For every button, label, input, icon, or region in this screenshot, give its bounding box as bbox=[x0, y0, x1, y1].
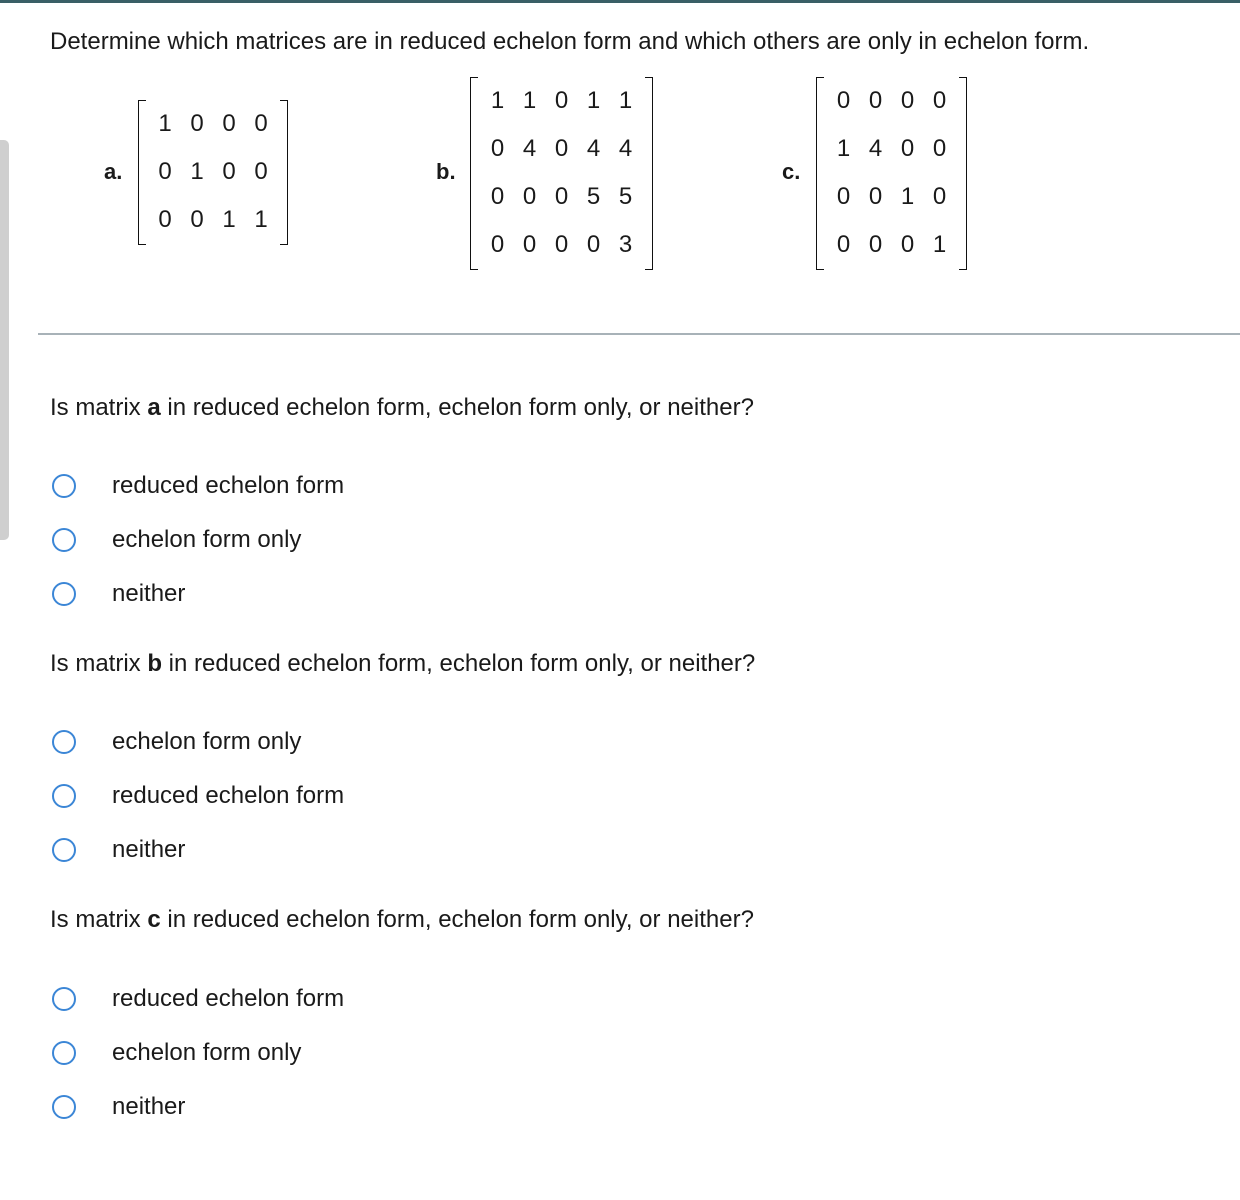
matrix-cell: 3 bbox=[618, 231, 633, 258]
radio-button[interactable] bbox=[52, 784, 76, 808]
scrollbar-thumb[interactable] bbox=[0, 140, 9, 540]
matrix-cell: 0 bbox=[900, 231, 915, 258]
question-c-option-2[interactable] bbox=[52, 1038, 301, 1068]
radio-button[interactable] bbox=[52, 582, 76, 606]
matrix-cell: 0 bbox=[254, 110, 268, 137]
matrix-cell: 4 bbox=[868, 135, 883, 162]
matrix-row bbox=[138, 196, 288, 244]
question-b-option-2[interactable] bbox=[52, 781, 344, 811]
matrix-cell: 0 bbox=[554, 183, 569, 210]
question-suffix: in reduced echelon form, echelon form only, or neither? bbox=[162, 650, 756, 677]
matrix-row bbox=[816, 77, 967, 125]
radio-button[interactable] bbox=[52, 838, 76, 862]
matrix-cell: 1 bbox=[618, 87, 633, 114]
matrix-cell: 0 bbox=[490, 135, 505, 162]
matrix-cell: 0 bbox=[554, 231, 569, 258]
question-prefix: Is matrix bbox=[50, 394, 148, 421]
matrix-row bbox=[138, 100, 288, 148]
matrix-cell: 0 bbox=[900, 135, 915, 162]
matrix-cell: 1 bbox=[190, 158, 204, 185]
question-c-option-3[interactable] bbox=[52, 1092, 185, 1122]
matrix-b-label: b. bbox=[436, 159, 456, 184]
matrix-cell: 1 bbox=[522, 87, 537, 114]
question-b bbox=[50, 650, 755, 678]
matrix-cell: 4 bbox=[522, 135, 537, 162]
matrix-cell: 0 bbox=[868, 87, 883, 114]
matrix-cell: 4 bbox=[586, 135, 601, 162]
matrix-a-label: a. bbox=[104, 159, 123, 184]
matrix-c bbox=[816, 77, 967, 270]
matrix-cell: 0 bbox=[490, 183, 505, 210]
option-label: reduced echelon form bbox=[112, 985, 345, 1012]
matrix-cell: 0 bbox=[932, 87, 947, 114]
matrix-cell: 0 bbox=[868, 183, 883, 210]
matrix-cell: 0 bbox=[490, 231, 505, 258]
option-label: neither bbox=[112, 836, 186, 863]
matrix-cell: 1 bbox=[836, 135, 851, 162]
matrix-cell: 0 bbox=[222, 110, 236, 137]
matrix-row bbox=[138, 148, 288, 196]
matrix-row bbox=[816, 125, 967, 173]
option-label: echelon form only bbox=[112, 1039, 302, 1066]
question-matrix-name: b bbox=[147, 650, 163, 677]
matrix-cell: 0 bbox=[836, 87, 851, 114]
question-c-option-1[interactable] bbox=[52, 984, 344, 1014]
matrix-row bbox=[470, 221, 653, 269]
radio-button[interactable] bbox=[52, 474, 76, 498]
radio-button[interactable] bbox=[52, 1041, 76, 1065]
matrix-row bbox=[816, 173, 967, 221]
matrix-row bbox=[470, 173, 653, 221]
matrix-a bbox=[138, 100, 288, 245]
matrix-cell: 0 bbox=[522, 231, 537, 258]
matrix-cell: 0 bbox=[158, 206, 172, 233]
question-prefix: Is matrix bbox=[50, 650, 148, 677]
matrix-cell: 0 bbox=[554, 87, 569, 114]
question-c bbox=[50, 906, 754, 934]
radio-button[interactable] bbox=[52, 528, 76, 552]
matrix-cell: 0 bbox=[158, 158, 172, 185]
matrix-cell: 0 bbox=[836, 231, 851, 258]
question-a-option-1[interactable] bbox=[52, 471, 344, 501]
radio-button[interactable] bbox=[52, 1095, 76, 1119]
question-suffix: in reduced echelon form, echelon form only, or neither? bbox=[160, 394, 754, 421]
question-b-option-1[interactable] bbox=[52, 727, 301, 757]
matrix-cell: 0 bbox=[554, 135, 569, 162]
matrix-c-label: c. bbox=[782, 159, 801, 184]
radio-button[interactable] bbox=[52, 987, 76, 1011]
matrix-cell: 1 bbox=[254, 206, 268, 233]
matrix-cell: 0 bbox=[254, 158, 268, 185]
option-label: neither bbox=[112, 1093, 186, 1120]
matrix-cell: 0 bbox=[190, 110, 204, 137]
matrix-cell: 1 bbox=[586, 87, 601, 114]
matrix-cell: 1 bbox=[900, 183, 915, 210]
question-a-option-2[interactable] bbox=[52, 525, 301, 555]
matrix-cell: 1 bbox=[222, 206, 236, 233]
question-a-option-3[interactable] bbox=[52, 579, 185, 609]
matrix-cell: 0 bbox=[222, 158, 236, 185]
question-prefix: Is matrix bbox=[50, 906, 148, 933]
matrix-cell: 0 bbox=[900, 87, 915, 114]
question-matrix-name: c bbox=[147, 906, 161, 933]
matrix-cell: 0 bbox=[836, 183, 851, 210]
matrix-cell: 0 bbox=[932, 135, 947, 162]
top-bar bbox=[0, 0, 1240, 3]
matrix-row bbox=[816, 221, 967, 269]
option-label: neither bbox=[112, 580, 186, 607]
option-label: echelon form only bbox=[112, 728, 302, 755]
matrix-cell: 0 bbox=[586, 231, 601, 258]
matrix-cell: 1 bbox=[932, 231, 947, 258]
matrix-cell: 5 bbox=[586, 183, 601, 210]
question-matrix-name: a bbox=[147, 394, 161, 421]
matrix-cell: 1 bbox=[158, 110, 172, 137]
matrix-cell: 0 bbox=[868, 231, 883, 258]
matrix-cell: 0 bbox=[190, 206, 204, 233]
matrix-cell: 4 bbox=[618, 135, 633, 162]
matrix-row bbox=[470, 77, 653, 125]
question-a bbox=[50, 394, 754, 422]
radio-button[interactable] bbox=[52, 730, 76, 754]
option-label: reduced echelon form bbox=[112, 782, 345, 809]
option-label: echelon form only bbox=[112, 526, 302, 553]
question-suffix: in reduced echelon form, echelon form only, or neither? bbox=[160, 906, 754, 933]
matrix-cell: 1 bbox=[490, 87, 505, 114]
matrix-row bbox=[470, 125, 653, 173]
section-divider bbox=[38, 333, 1240, 335]
option-label: reduced echelon form bbox=[112, 472, 345, 499]
question-b-option-3[interactable] bbox=[52, 835, 185, 865]
matrix-cell: 0 bbox=[522, 183, 537, 210]
matrix-b bbox=[470, 77, 653, 270]
instructions-text: Determine which matrices are in reduced echelon form and which others are only in echelon form. bbox=[50, 28, 1090, 55]
matrix-cell: 5 bbox=[618, 183, 633, 210]
matrix-cell: 0 bbox=[932, 183, 947, 210]
